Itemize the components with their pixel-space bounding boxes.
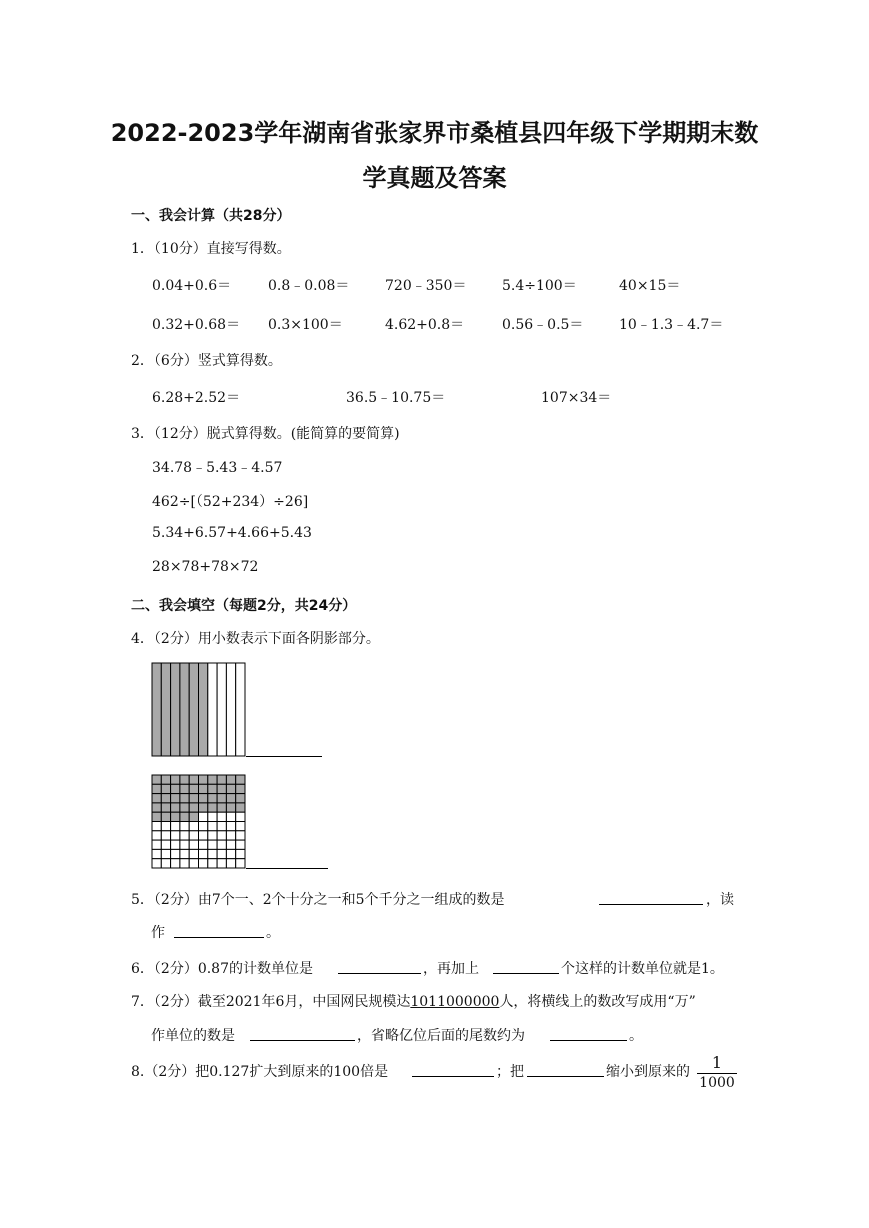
grid-cell: [208, 784, 217, 793]
grid-cell: [208, 812, 217, 821]
grid-cell: [208, 859, 217, 868]
grid-cell: [189, 822, 198, 831]
grid-cell: [161, 831, 170, 840]
grid-cell: [180, 784, 189, 793]
grid-cell: [189, 775, 198, 784]
grid-cell: [171, 803, 180, 812]
q7-number: 1011000000: [410, 994, 500, 1010]
q2-item: 107×34＝: [541, 390, 612, 406]
grid-cell: [236, 803, 245, 812]
grid-cell: [217, 775, 226, 784]
grid-cell: [161, 859, 170, 868]
q5-text: 。: [266, 925, 280, 941]
answer-blank[interactable]: [527, 1076, 604, 1077]
grid-cell: [217, 803, 226, 812]
grid-cell: [171, 822, 180, 831]
grid-cell: [217, 840, 226, 849]
q8-text: ；把: [496, 1064, 524, 1080]
grid-cell: [152, 840, 161, 849]
q3-item: 28×78+78×72: [152, 559, 259, 575]
grid-cell: [180, 812, 189, 821]
grid-cell: [161, 775, 170, 784]
grid-cell: [217, 822, 226, 831]
q5-line1: [131, 889, 505, 909]
grid-cell: [226, 794, 235, 803]
strip-cell: [217, 663, 226, 756]
grid-figure: [151, 774, 246, 869]
grid-cell: [189, 840, 198, 849]
grid-cell: [161, 840, 170, 849]
answer-blank[interactable]: [338, 973, 421, 974]
strip-cell: [171, 663, 180, 756]
grid-cell: [171, 775, 180, 784]
grid-cell: [152, 812, 161, 821]
grid-cell: [208, 775, 217, 784]
grid-cell: [226, 812, 235, 821]
answer-blank[interactable]: [246, 756, 322, 757]
answer-blank[interactable]: [493, 973, 559, 974]
q1-item: 4.62+0.8＝: [385, 317, 465, 333]
strip-cell: [236, 663, 245, 756]
strip-cell: [208, 663, 217, 756]
grid-cell: [199, 859, 208, 868]
grid-cell: [199, 775, 208, 784]
q7-text: 作单位的数是: [151, 1028, 235, 1044]
strip-cell: [152, 663, 161, 756]
answer-blank[interactable]: [246, 868, 328, 869]
fraction: [697, 1053, 737, 1091]
grid-cell: [236, 840, 245, 849]
grid-cell: [180, 775, 189, 784]
strip-cell: [180, 663, 189, 756]
grid-cell: [152, 784, 161, 793]
grid-cell: [226, 840, 235, 849]
grid-cell: [189, 849, 198, 858]
q7-line1: [131, 991, 696, 1011]
grid-cell: [217, 831, 226, 840]
q1-item: 40×15＝: [619, 278, 681, 294]
q7-text: 7．（2分）截至2021年6月，中国网民规模达: [131, 994, 411, 1010]
q8-text: 缩小到原来的: [606, 1064, 690, 1080]
grid-cell: [161, 849, 170, 858]
grid-cell: [208, 840, 217, 849]
q2-item: 36.5﹣10.75＝: [346, 390, 446, 406]
grid-cell: [217, 812, 226, 821]
q1-item: 0.8﹣0.08＝: [268, 278, 350, 294]
strip-cell: [226, 663, 235, 756]
grid-cell: [189, 812, 198, 821]
grid-cell: [217, 849, 226, 858]
grid-cell: [161, 803, 170, 812]
section2-heading: 二、我会填空（每题2分，共24分）: [131, 598, 357, 614]
grid-cell: [226, 822, 235, 831]
grid-cell: [236, 822, 245, 831]
grid-cell: [180, 849, 189, 858]
grid-cell: [208, 794, 217, 803]
grid-cell: [152, 831, 161, 840]
grid-cell: [208, 849, 217, 858]
grid-cell: [171, 831, 180, 840]
q5-text: 作: [151, 925, 165, 941]
answer-blank[interactable]: [412, 1076, 494, 1077]
grid-cell: [171, 784, 180, 793]
grid-cell: [236, 775, 245, 784]
q5-text: ，读: [706, 892, 734, 908]
q7-text: ，省略亿位后面的尾数约为: [357, 1028, 525, 1044]
q1-item: 0.56﹣0.5＝: [502, 317, 584, 333]
q7-text: 人，将横线上的数改写成用“万”: [499, 994, 696, 1010]
grid-cell: [189, 784, 198, 793]
grid-cell: [180, 794, 189, 803]
page-title-line2: 学真题及答案: [362, 164, 507, 192]
grid-cell: [189, 803, 198, 812]
grid-cell: [180, 859, 189, 868]
grid-cell: [208, 831, 217, 840]
q7-text: 。: [629, 1028, 643, 1044]
q3-stem: 3．（12分）脱式算得数。(能简算的要简算): [131, 426, 400, 442]
strip-cell: [161, 663, 170, 756]
grid-cell: [171, 840, 180, 849]
q6-text: ，再加上: [423, 961, 479, 977]
grid-cell: [226, 849, 235, 858]
grid-cell: [199, 831, 208, 840]
grid-cell: [161, 812, 170, 821]
grid-cell: [152, 803, 161, 812]
grid-cell: [189, 859, 198, 868]
grid-cell: [236, 831, 245, 840]
grid-cell: [208, 822, 217, 831]
grid-cell: [199, 822, 208, 831]
grid-cell: [152, 849, 161, 858]
grid-cell: [180, 840, 189, 849]
fraction-numerator: 1: [697, 1053, 737, 1074]
q2-stem: 2．（6分）竖式算得数。: [131, 353, 282, 369]
grid-cell: [161, 822, 170, 831]
grid-cell: [226, 831, 235, 840]
grid-cell: [199, 840, 208, 849]
grid-cell: [171, 812, 180, 821]
q3-item: 34.78﹣5.43﹣4.57: [152, 460, 283, 476]
grid-cell: [180, 822, 189, 831]
grid-cell: [199, 794, 208, 803]
q8-text: 8.（2分）把0.127扩大到原来的100倍是: [131, 1064, 389, 1080]
answer-blank[interactable]: [550, 1040, 627, 1041]
grid-cell: [226, 859, 235, 868]
grid-cell: [199, 803, 208, 812]
q6-text: 个这样的计数单位就是1。: [561, 961, 724, 977]
grid-cell: [152, 775, 161, 784]
grid-cell: [189, 794, 198, 803]
q5-text: 5．（2分）由7个一、2个十分之一和5个千分之一组成的数是: [131, 892, 505, 908]
grid-cell: [180, 803, 189, 812]
q1-stem: 1．（10分）直接写得数。: [131, 241, 291, 257]
grid-cell: [199, 784, 208, 793]
q3-item: 5.34+6.57+4.66+5.43: [152, 525, 312, 541]
q1-item: 5.4÷100＝: [502, 278, 577, 294]
grid-cell: [236, 849, 245, 858]
strip-figure: [151, 662, 246, 757]
q1-item: 0.04+0.6＝: [152, 278, 232, 294]
grid-cell: [217, 859, 226, 868]
q1-item: 0.3×100＝: [268, 317, 343, 333]
grid-cell: [208, 803, 217, 812]
grid-cell: [161, 784, 170, 793]
q1-item: 720﹣350＝: [385, 278, 467, 294]
grid-cell: [226, 775, 235, 784]
grid-cell: [236, 859, 245, 868]
grid-cell: [171, 794, 180, 803]
grid-cell: [236, 784, 245, 793]
answer-blank[interactable]: [250, 1040, 355, 1041]
q6-text: 6．（2分）0.87的计数单位是: [131, 961, 313, 977]
grid-cell: [171, 859, 180, 868]
answer-blank[interactable]: [174, 937, 264, 938]
grid-cell: [236, 812, 245, 821]
grid-cell: [171, 849, 180, 858]
grid-cell: [152, 822, 161, 831]
strip-cell: [199, 663, 208, 756]
grid-cell: [226, 803, 235, 812]
grid-cell: [217, 784, 226, 793]
page-title-line1: 2022-2023学年湖南省张家界市桑植县四年级下学期期末数: [110, 119, 759, 147]
grid-cell: [152, 794, 161, 803]
answer-blank[interactable]: [599, 904, 703, 905]
q1-item: 0.32+0.68＝: [152, 317, 241, 333]
q2-item: 6.28+2.52＝: [152, 390, 241, 406]
grid-cell: [180, 831, 189, 840]
grid-cell: [152, 859, 161, 868]
q4-stem: 4．（2分）用小数表示下面各阴影部分。: [131, 631, 380, 647]
grid-cell: [217, 794, 226, 803]
grid-cell: [236, 794, 245, 803]
fraction-denominator: 1000: [699, 1075, 735, 1091]
q1-item: 10﹣1.3﹣4.7＝: [619, 317, 724, 333]
grid-cell: [189, 831, 198, 840]
grid-cell: [226, 784, 235, 793]
section1-heading: 一、我会计算（共28分）: [131, 208, 291, 224]
grid-cell: [199, 812, 208, 821]
strip-cell: [189, 663, 198, 756]
q3-item: 462÷[（52+234）÷26]: [152, 494, 309, 510]
grid-cell: [161, 794, 170, 803]
grid-cell: [199, 849, 208, 858]
